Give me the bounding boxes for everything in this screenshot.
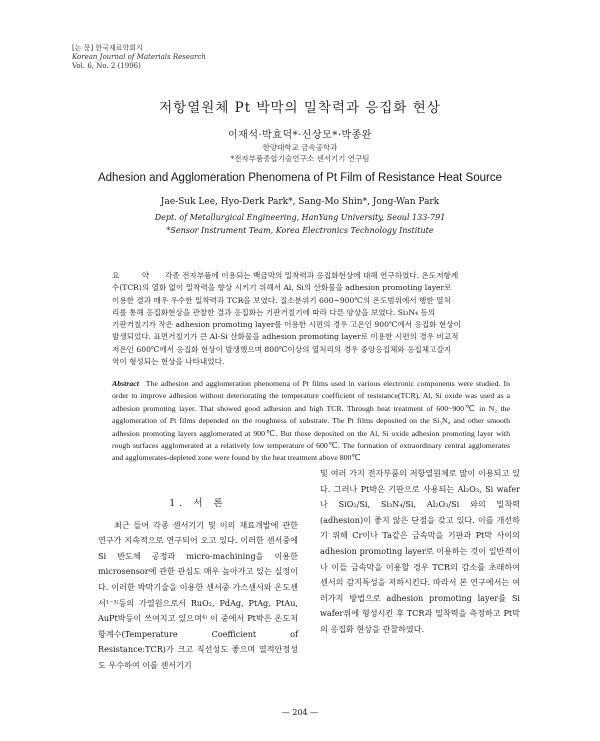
abstract-korean-line: 발생되었다. 표면거칠기가 큰 Al-Si 산화물을 adhesion promoting layer로 이용한 시편의 경우 비교적 — [112, 332, 459, 342]
affiliation-english-2: *Sensor Instrument Team, Korea Electronics Technology Institute — [166, 226, 434, 235]
abstract-korean-line: 이용한 결과 매우 우수한 밀착력과 TCR을 보였다. 질소분위기 600~900℃의 온도범위에서 행한 열처 — [112, 295, 451, 305]
authors-english: Jae-Suk Lee, Hyo-Derk Park*, Sang-Mo Shin*, Jong-Wan Park — [160, 197, 440, 207]
abstract-english — [112, 378, 510, 465]
abstract-english-text: The adhesion and agglomeration phenomena of Pt films used in various electronic components were studied. In order to improve adhesion without deteriorating the temperature coefficient of resistance(TCR), Al, Si oxide was used as a adhesion promoting layer. That showed good adhesion and high TCR. Through heat treatment of 600~900℃ in N₂ the agglomeration of Pt films depended on the roughness of substrate. The Pt films deposited on the Si₃N₄ and other smooth adhesion promoting layers agglomerated at 900℃. But those deposited on the Al, Si oxide adhesion promoting layer with rough surfaces agglomerated at a relatively low temperature of 600℃. The formation of extraordinary central agglomerates and agglomerates-depleted zone were found by the heat treatment above 800℃ — [112, 379, 511, 463]
page-number: — 204 — — [281, 708, 319, 717]
affiliation-english-1: Dept. of Metallurgical Engineering, HanYang University, Seoul 133-791 — [154, 213, 446, 222]
introduction-paragraph-continued: 및 여러 가지 전자부품의 저항열원체로 많이 이용되고 있다. 그러나 Pt박은 기판으로 사용되는 Al₂O₃, Si wafer나 SiO₂/Si, Si₃N₄/Si, Al₂O₃/Si 와의 밀착력(adhesion)이 좋지 않은 단점을 갖고 있다. 이를 개선하기 위해 Cr이나 Ta같은 금속막을 기판과 Pt막 사이의 adhesion promoting layer로 이용하는 것이 일반적이나 이들 금속막을 이용할 경우 TCR의 감소를 초래하여 센서의 감지특성을 저하시킨다. 따라서 본 연구에서는 여러가지 방법으로 adhesion promoting layer를 Si wafer위에 형성시킨 후 TCR과 밀착력을 측정하고 Pt막의 응집화 현상을 관찰하였다. — [320, 468, 520, 634]
journal-volume: Vol. 6, No. 2 (1996) — [72, 62, 141, 70]
abstract-korean-label: 요 약 — [112, 271, 160, 280]
abstract-korean-line: 요 약 각종 전자부품에 이용되는 백금막의 밀착력과 응집화현상에 대해 연구하였다. 온도저항계 — [112, 271, 459, 280]
journal-label-kr: [논 문] 한국재료학회지 — [72, 44, 143, 52]
abstract-english-label: Abstract — [112, 379, 139, 388]
authors-korean: 이재석·박효덕*·신상모*·박종완 — [228, 130, 372, 141]
abstract-korean-line: 기판거칠기가 작은 adhesion promoting layer를 이용한 시편의 경우 고온인 900℃에서 응집화 현상이 — [112, 320, 461, 330]
title-korean: 저항열원체 Pt 박막의 밀착력과 응집화 현상 — [159, 100, 441, 116]
abstract-korean — [112, 270, 508, 368]
abstract-korean-line: 수(TCR)의 열화 없이 밀착력을 향상 시키기 위해서 Al, Si의 산화물을 adhesion promoting layer로 — [112, 283, 452, 293]
affiliation-korean-2: *전자부품종합기술연구소 센서기기 연구팀 — [230, 154, 370, 163]
abstract-korean-line: 역이 형성되는 현상을 나타내었다. — [112, 357, 225, 367]
journal-header — [72, 44, 206, 71]
journal-label-en: Korean Journal of Materials Research — [72, 53, 206, 61]
abstract-korean-line: 저온인 600℃에서 응집화 현상이 발생했으며 800℃이상의 열처리의 경우 중앙응집체와 응집체고갈지 — [112, 344, 452, 354]
abstract-korean-line: 리를 통해 응집화현상을 관찰한 결과 응집화는 기판거칠기에 따라 다른 양상을 보였다. Si₃N₄ 등의 — [112, 307, 436, 317]
affiliation-korean-1: 한양대학교 금속공학과 — [262, 143, 338, 152]
introduction-paragraph: 최근 들어 각종 센서기기 및 이의 재료개발에 관한 연구가 지속적으로 연구되어 오고 있다. 이러한 센서중에 Si 반도체 공정과 micro-machining을 이용한 microsensor에 관한 관심도 매우 높아가고 있는 실정이다. 이러한 박막기술을 이용한 센서중 가스센서와 온도센서¹⁻³⁾등의 가열원으로서 RuO₂, PdAg, PtAg, PtAu, AuPt박등이 쓰여지고 있으며⁴⁾ 이 중에서 Pt박은 온도저항계수(Temperature Coefficient of Resistance:TCR)가 크고 직선성도 좋으며 열적안정성도 우수하여 이를 센서기기 — [98, 519, 298, 670]
section-heading-introduction: 1. 서 론 — [169, 498, 227, 509]
title-english: Adhesion and Agglomeration Phenomena of Pt Film of Resistance Heat Source — [97, 172, 502, 184]
left-column — [98, 496, 298, 674]
right-column — [320, 466, 520, 638]
